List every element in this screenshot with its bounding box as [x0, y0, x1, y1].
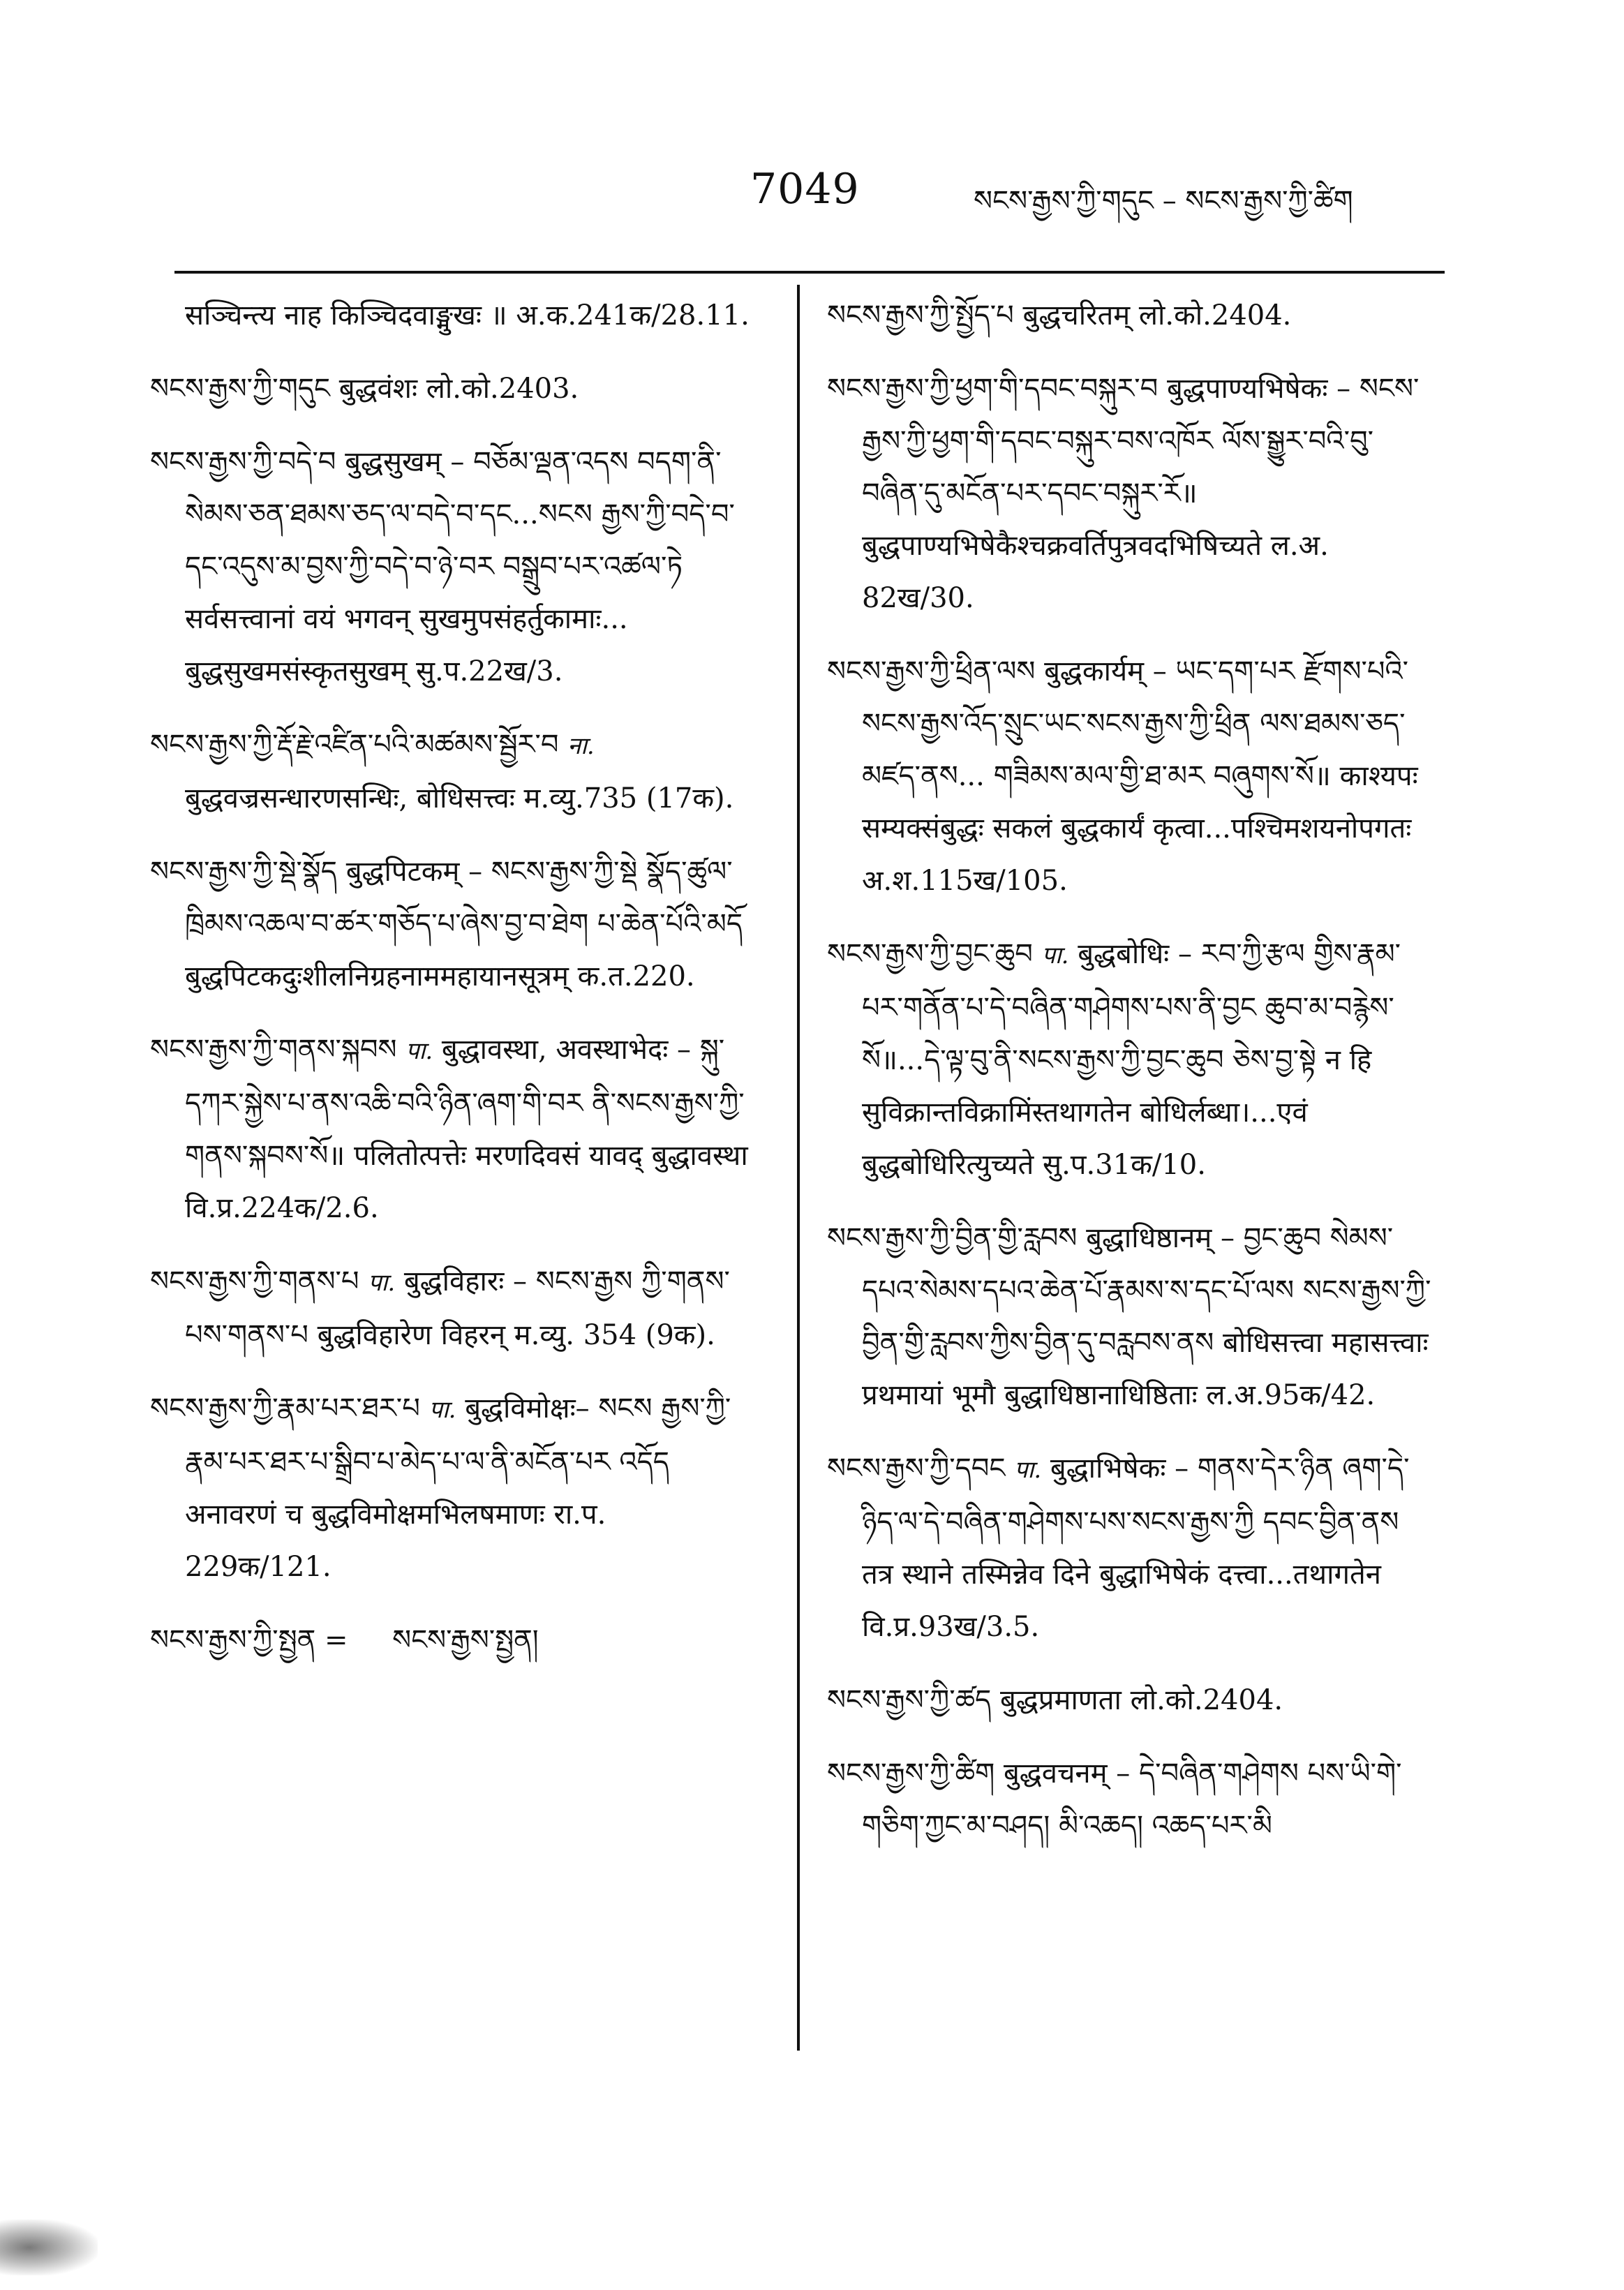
dictionary-entry	[150, 1383, 757, 1593]
scan-artifact	[0, 2220, 98, 2275]
entry-headword: སངས་རྒྱས་ཀྱི་རྣམ་པར་ཐར་པ	[150, 1392, 420, 1425]
entry-headword: སངས་རྒྱས་ཀྱི་བྱིན་གྱི་རླབས	[827, 1222, 1078, 1254]
entry-text: बुद्धाधिष्ठानम् – བྱང་ཆུབ སེམས་དཔའ་སེམས་དཔའ་ཆེན་པོ་རྣམས་ས་དང་པོ་ལས སངས་རྒྱས་ཀྱི་བྱིན་གྱི་རླབས་ཀྱིས་བྱིན་དུ་བརླབས་ནས बोधिसत्त्वा महासत्त्वाः प्रथमायां भूमौ बुद्धाधिष्ठानाधिष्ठिताः ल.अ.95क/42.	[862, 1222, 1431, 1411]
entry-text: बुद्धविहारः – སངས་རྒྱས ཀྱི་གནས་པས་གནས་པ बुद्धविहारेण विहरन् म.व्यु. 354 (9क).	[185, 1265, 730, 1351]
entry-headword: སངས་རྒྱས་ཀྱི་ཚིག	[827, 1757, 995, 1790]
entry-text: बुद्धसुखम् – བཅོམ་ལྡན་འདས བདག་ནི་སེམས་ཅན་ཐམས་ཅད་ལ་བདེ་བ་དང...སངས རྒྱས་ཀྱི་བདེ་བ་དང་འདུས་མ་བྱས་ཀྱི་བདེ་བ་ཉེ་བར བསྒྲུབ་པར་འཚལ་ཏེ सर्वसत्त्वानां वयं भगवन् सुखमुपसंहर्तुकामाः... बुद्धसुखमसंस्कृतसुखम् सु.प.22ख/3.	[185, 446, 735, 687]
entry-abbreviation: पा.	[1041, 942, 1069, 969]
entry-headword: སངས་རྒྱས་ཀྱི་གནས་སྐབས	[150, 1034, 397, 1066]
dictionary-entry	[827, 290, 1434, 342]
dictionary-entry	[150, 436, 757, 698]
dictionary-entry	[150, 363, 757, 415]
entry-abbreviation: पा.	[429, 1396, 456, 1424]
entry-text: बुद्धविमोक्षः– སངས རྒྱས་ཀྱི་རྣམ་པར་ཐར་པ་སྒྲིབ་པ་མེད་པ་ལ་ནི་མངོན་པར འདོད अनावरणं च बुद्धविमोक्षमभिलषमाणः रा.प. 229क/121.	[185, 1392, 731, 1583]
entry-headword: སངས་རྒྱས་ཀྱི་ཕྲིན་ལས	[827, 655, 1036, 687]
dictionary-entry	[150, 719, 757, 825]
entry-text: बुद्धावस्था, अवस्थाभेदः – སྐུ་དཀར་སྐྱེས་པ་ནས་འཆི་བའི་ཉིན་ཞག་གི་བར ནི་སངས་རྒྱས་ཀྱི་གནས་སྐབས་སོ॥ पलितोत्पत्तेः मरणदिवसं यावद् बुद्धावस्था वि.प्र.224क/2.6.	[185, 1034, 748, 1224]
entry-text: बुद्धचरितम् लो.को.2404.	[1022, 299, 1292, 332]
entry-headword: སངས་རྒྱས་ཀྱི་རྡོ་རྗེ་འཛིན་པའི་མཚམས་སྦྱོར་བ	[150, 729, 559, 761]
header-rule	[174, 271, 1445, 274]
dictionary-entry	[150, 1256, 757, 1362]
dictionary-entry	[827, 646, 1434, 907]
dictionary-entry	[827, 363, 1434, 625]
entry-text: बुद्धबोधिः – རབ་ཀྱི་རྩལ གྱིས་རྣམ་པར་གནོན་པ་དེ་བཞིན་གཤེགས་པས་ནི་བྱང ཆུབ་མ་བརྙེས་སོ॥...དེ་ལྟ་བུ་ནི་སངས་རྒྱས་ཀྱི་བྱང་ཆུབ ཅེས་བྱ་སྟེ न हि सुविक्रान्तविक्रामिंस्तथागतेन बोधिर्लब्धा।...एवं बुद्धबोधिरित्युच्यते सु.प.31क/10.	[862, 938, 1401, 1181]
entry-headword: སངས་རྒྱས་ཀྱི་གནས་པ	[150, 1265, 359, 1298]
entry-headword: སངས་རྒྱས་ཀྱི་སྡེ་སྣོད	[150, 856, 337, 888]
column-divider	[797, 285, 800, 2051]
entry-headword: སངས་རྒྱས་ཀྱི་ཚད	[827, 1684, 992, 1716]
entry-text: सञ्चिन्त्य नाह किञ्चिदवाङ्मुखः ॥ अ.क.241क/28.11.	[185, 299, 750, 332]
page-header	[0, 159, 1624, 222]
left-column	[150, 290, 757, 1688]
right-column	[827, 290, 1434, 1873]
entry-text: बुद्धकार्यम् – ཡང་དག་པར རྫོགས་པའི་སངས་རྒྱས་འོད་སྲུང་ཡང་སངས་རྒྱས་ཀྱི་ཕྲིན ལས་ཐམས་ཅད་མཛད་ནས... གཟིམས་མལ་གྱི་ཐ་མར བཞུགས་སོ॥ काश्यपः सम्यक्संबुद्धः सकलं बुद्धकार्यं कृत्वा...पश्चिमशयनोपगतः अ.श.115ख/105.	[862, 655, 1418, 897]
dictionary-entry	[150, 290, 757, 342]
dictionary-entry	[827, 1212, 1434, 1422]
entry-abbreviation: पा.	[405, 1037, 433, 1065]
entry-headword: སངས་རྒྱས་ཀྱི་སྤྱོད་པ	[827, 299, 1014, 332]
entry-text: बुद्धपाण्यभिषेकः – སངས་རྒྱས་ཀྱི་ཕྱག་གི་དབང་བསྐུར་བས་འཁོར ལོས་སྒྱུར་བའི་བུ་བཞིན་དུ་མངོན་པར་དབང་བསྐུར་རོ॥ बुद्धपाण्यभिषेकैश्चक्रवर्तिपुत्रवदभिषिच्यते ल.अ. 82ख/30.	[862, 373, 1420, 614]
entry-text: बुद्धवचनम् – དེ་བཞིན་གཤེགས པས་ཡི་གེ་གཅིག་ཀྱང་མ་བཤད། མི་འཆད། འཆད་པར་མི	[862, 1757, 1402, 1842]
dictionary-entry	[827, 928, 1434, 1191]
running-head: སངས་རྒྱས་ཀྱི་གདུང – སངས་རྒྱས་ཀྱི་ཚིག	[974, 185, 1353, 217]
entry-text: बुद्धप्रमाणता लो.को.2404.	[999, 1684, 1283, 1716]
entry-headword: སངས་རྒྱས་ཀྱི་སྤྱན	[150, 1624, 316, 1656]
entry-abbreviation: पा.	[368, 1269, 396, 1297]
dictionary-entry	[827, 1748, 1434, 1852]
dictionary-entry	[827, 1674, 1434, 1727]
page-number: 7049	[750, 165, 860, 214]
entry-headword: སངས་རྒྱས་ཀྱི་གདུང	[150, 373, 330, 405]
entry-headword: སངས་རྒྱས་ཀྱི་དབང	[827, 1452, 1006, 1485]
dictionary-entry	[150, 1614, 757, 1667]
dictionary-entry	[150, 846, 757, 1003]
dictionary-entry	[150, 1024, 757, 1235]
entry-abbreviation: पा.	[1014, 1456, 1042, 1484]
entry-headword: སངས་རྒྱས་ཀྱི་བདེ་བ	[150, 446, 336, 478]
entry-headword: སངས་རྒྱས་ཀྱི་ཕྱག་གི་དབང་བསྐུར་བ	[827, 373, 1159, 405]
entry-abbreviation: ना.	[567, 732, 595, 760]
entry-text: बुद्धवंशः लो.को.2403.	[338, 373, 579, 405]
entry-text: बुद्धवज्रसन्धारणसन्धिः, बोधिसत्त्वः म.व्यु.735 (17क).	[185, 782, 734, 815]
entry-text: बुद्धपिटकम् – སངས་རྒྱས་ཀྱི་སྡེ སྣོད་ཚུལ་ཁྲིམས་འཆལ་བ་ཚར་གཅོད་པ་ཞེས་བྱ་བ་ཐེག པ་ཆེན་པོའི་མདོ बुद्धपिटकदुःशीलनिग्रहनाममहायानसूत्रम् क.त.220.	[185, 856, 743, 992]
entry-cross-reference: = སངས་རྒྱས་སྤྱན།	[325, 1624, 539, 1656]
entry-text: बुद्धाभिषेकः – གནས་དེར་ཉིན ཞག་དེ་ཉིད་ལ་དེ་བཞིན་གཤེགས་པས་སངས་རྒྱས་ཀྱི དབང་བྱིན་ནས तत्र स्थाने तस्मिन्नेव दिने बुद्धाभिषेकं दत्त्वा...तथागतेन वि.प्र.93ख/3.5.	[862, 1452, 1410, 1643]
dictionary-entry	[827, 1443, 1434, 1653]
entry-headword: སངས་རྒྱས་ཀྱི་བྱང་ཆུབ	[827, 938, 1033, 970]
